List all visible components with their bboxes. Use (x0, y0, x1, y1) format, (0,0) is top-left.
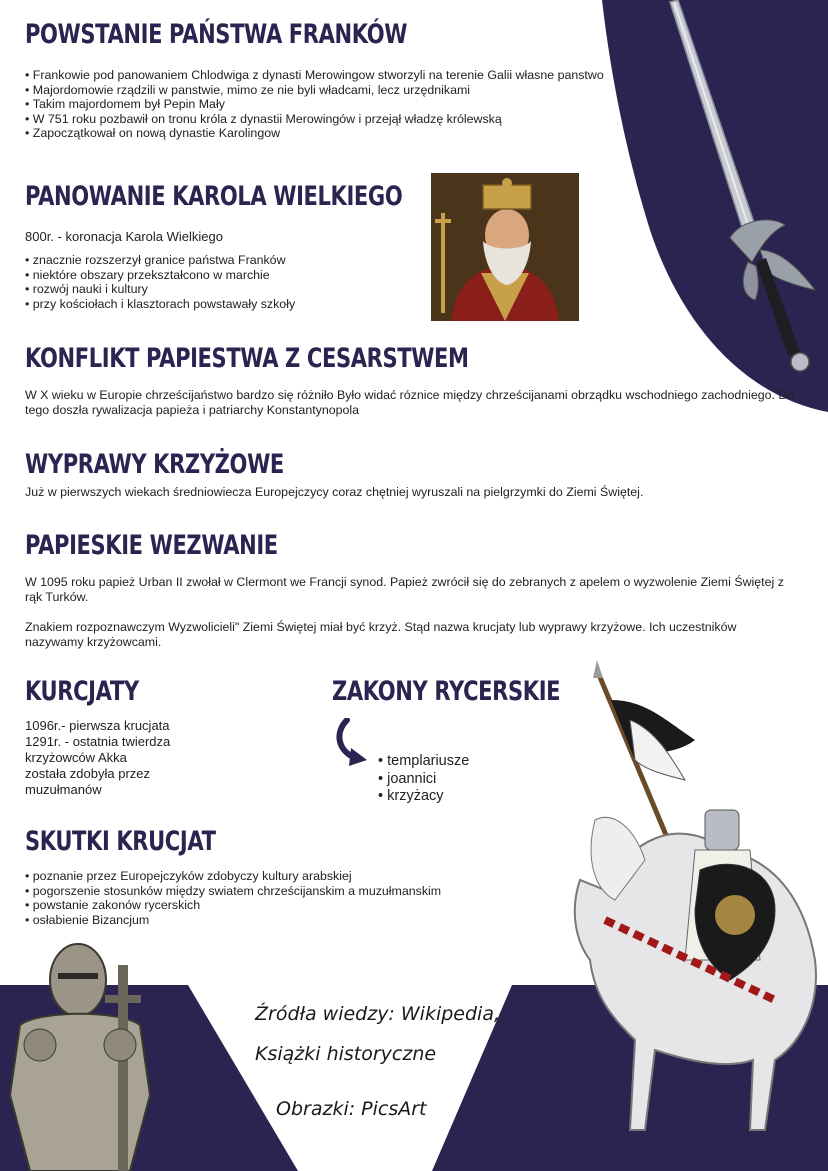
heading-crusades-intro: WYPRAWY KRZYŻOWE (25, 449, 284, 480)
heading-orders: ZAKONY RYCERSKIE (332, 676, 561, 707)
list-item: • osłabienie Bizancjum (25, 913, 585, 928)
credits-books: Książki historyczne (255, 1043, 437, 1065)
credits-images: Obrazki: PicsArt (276, 1098, 427, 1120)
charles-date-line: 800r. - koronacja Karola Wielkiego (25, 229, 223, 244)
heading-charles: PANOWANIE KAROLA WIELKIEGO (25, 181, 403, 212)
list-item: • poznanie przez Europejczyków zdobyczy kultury arabskiej (25, 869, 585, 884)
list-item: • W 751 roku pozbawił on tronu króla z dynastii Merowingów i przejął władzę królewską (25, 112, 605, 127)
list-item: • niektóre obszary przekształcono w marchie (25, 268, 425, 283)
credits-sources: Źródła wiedzy: Wikipedia, (255, 1003, 500, 1025)
kurcjaty-line: krzyżowców Akka (25, 750, 127, 765)
heading-conflict: KONFLIKT PAPIESTWA Z CESARSTWEM (25, 343, 469, 374)
list-item: • Zapoczątkował on nową dynastie Karolingow (25, 126, 605, 141)
kurcjaty-line: została zdobyła przez (25, 766, 151, 781)
list-effects (25, 869, 585, 927)
list-item: • Frankowie pod panowaniem Chlodwiga z dynasti Merowingow stworzyli na terenie Galii własne panstwo (25, 68, 605, 83)
conflict-text: W X wieku w Europie chrześcijaństwo bardzo się różniło Było widać róznice między chrześcijanami obrządku wschodniego zachodniego. Do tego doszła rywalizacja papieża i patriarchy Konstantynopola (25, 388, 795, 417)
kurcjaty-line: muzułmanów (25, 782, 102, 797)
list-franks (25, 68, 605, 141)
list-item: • pogorszenie stosunków między swiatem chrześcijanskim a muzułmanskim (25, 884, 585, 899)
papal-call-text-2: Znakiem rozpoznawczym Wyzwolicieli" Ziemi Świętej miał być krzyż. Stąd nazwa krucjaty lub wyprawy krzyżowe. Ich uczestników nazywamy krzyżowcami. (25, 620, 737, 649)
list-item: • Majordomowie rządzili w panstwie, mimo ze nie byli władcami, lecz urzędnikami (25, 83, 605, 98)
papal-call-text-1: W 1095 roku papież Urban II zwołał w Clermont we Francji synod. Papież zwrócił się do zebranych z apelem o wyzwolenie Ziemi Świętej z rąk Turków. (25, 575, 784, 604)
armored-knight-illustration (0, 935, 175, 1171)
kurcjaty-line: 1291r. - ostatnia twierdza (25, 734, 171, 749)
charlemagne-portrait (431, 173, 579, 321)
heading-effects: SKUTKI KRUCJAT (25, 826, 216, 857)
crusades-intro-text: Już w pierwszych wiekach średniowiecza Europejczycy coraz chętniej wyruszali na pielgrzymki do Ziemi Świętej. (25, 485, 644, 499)
list-item: • templariusze (378, 753, 469, 771)
list-item: • przy kościołach i klasztorach powstawały szkoły (25, 297, 425, 312)
heading-papal-call: PAPIESKIE WEZWANIE (25, 530, 278, 561)
kurcjaty-text (25, 718, 245, 798)
heading-franks: POWSTANIE PAŃSTWA FRANKÓW (25, 19, 408, 50)
sword-illustration (660, 0, 828, 385)
heading-kurcjaty: KURCJATY (25, 676, 139, 707)
list-orders (378, 753, 469, 806)
list-charles (25, 253, 425, 311)
list-item: • krzyżacy (378, 788, 469, 806)
list-item: • powstanie zakonów rycerskich (25, 898, 585, 913)
list-item: • Takim majordomem był Pepin Mały (25, 97, 605, 112)
list-item: • rozwój nauki i kultury (25, 282, 425, 297)
list-item: • znacznie rozszerzył granice państwa Franków (25, 253, 425, 268)
curved-arrow-icon (333, 718, 369, 768)
kurcjaty-line: 1096r.- pierwsza krucjata (25, 718, 170, 733)
list-item: • joannici (378, 771, 469, 789)
